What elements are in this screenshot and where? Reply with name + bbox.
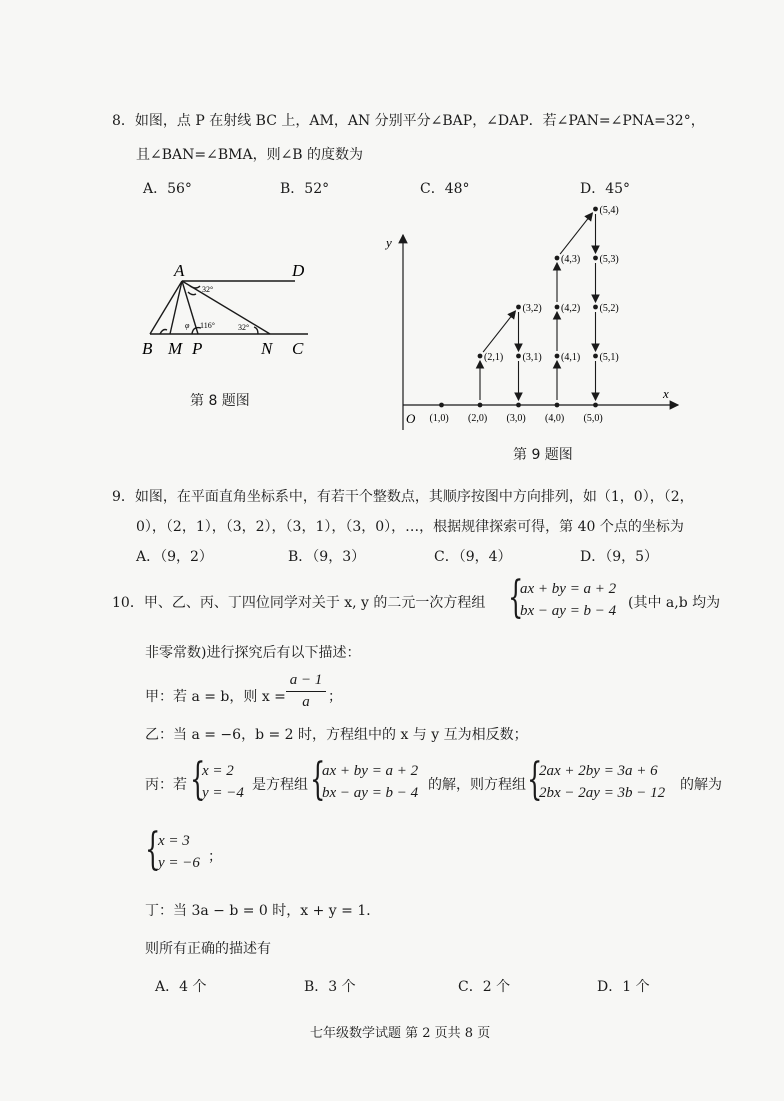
q10-bing-sys1-eq2: bx − ay = b − 4: [322, 785, 419, 801]
x-axis-label: x: [663, 386, 669, 401]
lattice-point: [593, 305, 598, 310]
lattice-point-label: (2,1): [484, 352, 504, 363]
q8-option-b: B．52°: [280, 181, 330, 197]
lattice-point-label: (3,0): [506, 413, 526, 424]
lattice-point: [555, 354, 560, 359]
lattice-point-label: (3,2): [522, 303, 542, 314]
label-m: M: [168, 339, 183, 358]
label-angle-pan: 32°: [202, 285, 214, 294]
q10-jia-numerator: a − 1: [289, 672, 323, 688]
q10-jia-suffix: ；: [328, 689, 342, 705]
lattice-point: [516, 354, 521, 359]
lattice-point: [478, 354, 483, 359]
lattice-point-label: (5,3): [599, 254, 619, 265]
lattice-point: [555, 256, 560, 261]
q9-option-c: C．（9，4）: [434, 549, 512, 565]
q10-bing-mid1: 是方程组: [252, 777, 308, 793]
lattice-point-label: (4,3): [561, 254, 581, 265]
lattice-point: [555, 403, 560, 408]
q10-bing-answer: [158, 830, 200, 874]
q10-bing-sol-brace: {: [190, 754, 206, 805]
q10-bing-ans-x: x = 3: [158, 833, 190, 849]
q10-main-eq2: bx − ay = b − 4: [520, 603, 617, 619]
q10-bing-prefix: 丙：若: [145, 777, 187, 793]
q8-option-c: C．48°: [420, 181, 470, 197]
lattice-point-label: (1,0): [429, 413, 449, 424]
q10-bing-suffix: 的解为: [680, 777, 722, 793]
label-p: P: [192, 339, 203, 358]
q9-stem-line2: 0），（2，1），（3，2），（3，1），（3，0），…，根据规律探索可得，第 40 个点的坐标为: [136, 519, 684, 535]
lattice-point: [439, 403, 444, 408]
q10-stem-prefix: 10．甲、乙、丙、丁四位同学对关于 x, y 的二元一次方程组: [112, 595, 486, 611]
q10-bing-ans-suffix: ；: [208, 849, 222, 865]
q10-option-c: C．2 个: [458, 979, 511, 995]
q10-main-eq1: ax + by = a + 2: [520, 581, 617, 597]
q10-bing-sys1-brace: {: [310, 754, 326, 805]
lattice-point: [593, 207, 598, 212]
q8-stem-line2: 且∠BAN=∠BMA，则∠B 的度数为: [136, 147, 364, 163]
label-angle-phi: φ: [185, 321, 190, 330]
lattice-point-label: (4,1): [561, 352, 581, 363]
fraction-bar: [286, 691, 326, 692]
q10-bing-ans-y: y = −6: [158, 855, 200, 871]
path-arrow: [560, 213, 592, 254]
q10-yi: 乙：当 a = −6，b = 2 时，方程组中的 x 与 y 互为相反数；: [145, 727, 528, 743]
q8-figure-caption: 第 8 题图: [190, 393, 250, 409]
q10-bing-ans-brace: {: [145, 824, 161, 875]
lattice-point: [593, 403, 598, 408]
q10-main-brace: {: [508, 572, 524, 623]
seg-ab: [150, 281, 182, 334]
q10-bing-sys2-eq1: 2ax + 2by = 3a + 6: [539, 763, 658, 779]
q10-bing-solution: [202, 760, 244, 804]
label-b: B: [142, 339, 153, 358]
label-angle-pna: 32°: [238, 323, 250, 332]
label-a: A: [174, 261, 185, 280]
lattice-point-label: (5,0): [583, 413, 603, 424]
q10-bing-sys1-eq1: ax + by = a + 2: [322, 763, 419, 779]
lattice-point: [516, 403, 521, 408]
q9-stem-line1: 9．如图，在平面直角坐标系中，有若干个整数点，其顺序按图中方向排列，如（1，0），（2，: [112, 489, 694, 505]
q10-option-a: A．4 个: [155, 979, 207, 995]
q10-ding: 丁：当 3a − b = 0 时，x + y = 1．: [145, 903, 381, 919]
q10-bing-sys1: [322, 760, 418, 804]
q10-bing-sys2: [539, 760, 665, 804]
path-arrow: [483, 311, 515, 352]
q8-stem-line1: 8．如图，点 P 在射线 BC 上，AM，AN 分别平分∠BAP，∠DAP．若∠PAN=∠PNA=32°，: [112, 113, 705, 129]
q9-option-a: A．（9，2）: [136, 549, 213, 565]
q10-jia-fraction: [286, 672, 326, 711]
q10-stem-suffix: (其中 a,b 均为: [628, 595, 721, 611]
page-footer: 七年级数学试题 第 2 页共 8 页: [310, 1026, 491, 1041]
lattice-point: [593, 256, 598, 261]
q10-bing-mid2: 的解，则方程组: [428, 777, 526, 793]
label-c: C: [292, 339, 304, 358]
lattice-point-label: (5,2): [599, 303, 619, 314]
lattice-point: [478, 403, 483, 408]
q8-figure: [130, 250, 330, 370]
lattice-point: [516, 305, 521, 310]
q10-question: 则所有正确的描述有: [145, 941, 271, 957]
q9-figure-caption: 第 9 题图: [513, 447, 573, 463]
lattice-point-label: (3,1): [522, 352, 542, 363]
label-angle-apc: 116°: [200, 321, 215, 330]
q9-figure: [380, 205, 690, 440]
q10-main-system: [520, 578, 616, 622]
y-axis-label: y: [386, 235, 392, 250]
q10-bing-sys2-eq2: 2bx − 2ay = 3b − 12: [539, 785, 666, 801]
lattice-point: [555, 305, 560, 310]
lattice-point-label: (5,4): [599, 205, 619, 216]
lattice-point-label: (4,0): [545, 413, 565, 424]
q10-option-b: B．3 个: [304, 979, 356, 995]
lattice-point-label: (5,1): [599, 352, 619, 363]
label-d: D: [292, 261, 305, 280]
q10-option-d: D．1 个: [597, 979, 650, 995]
q10-jia-denominator: a: [302, 694, 310, 710]
q10-stem-line2: 非零常数)进行探究后有以下描述：: [145, 645, 361, 661]
label-n: N: [261, 339, 273, 358]
q9-option-d: D．（9，5）: [580, 549, 659, 565]
q8-option-d: D．45°: [580, 181, 631, 197]
origin-label: O: [406, 411, 416, 426]
q10-jia-prefix: 甲：若 a = b，则 x =: [145, 689, 286, 705]
q8-option-a: A．56°: [143, 181, 192, 197]
q10-bing-sol-y: y = −4: [202, 785, 244, 801]
seg-am: [170, 281, 182, 334]
lattice-point-label: (2,0): [468, 413, 488, 424]
q9-option-b: B．（9，3）: [288, 549, 366, 565]
q10-bing-sys2-brace: {: [527, 754, 543, 805]
q10-bing-sol-x: x = 2: [202, 763, 234, 779]
lattice-point: [593, 354, 598, 359]
lattice-point-label: (4,2): [561, 303, 581, 314]
